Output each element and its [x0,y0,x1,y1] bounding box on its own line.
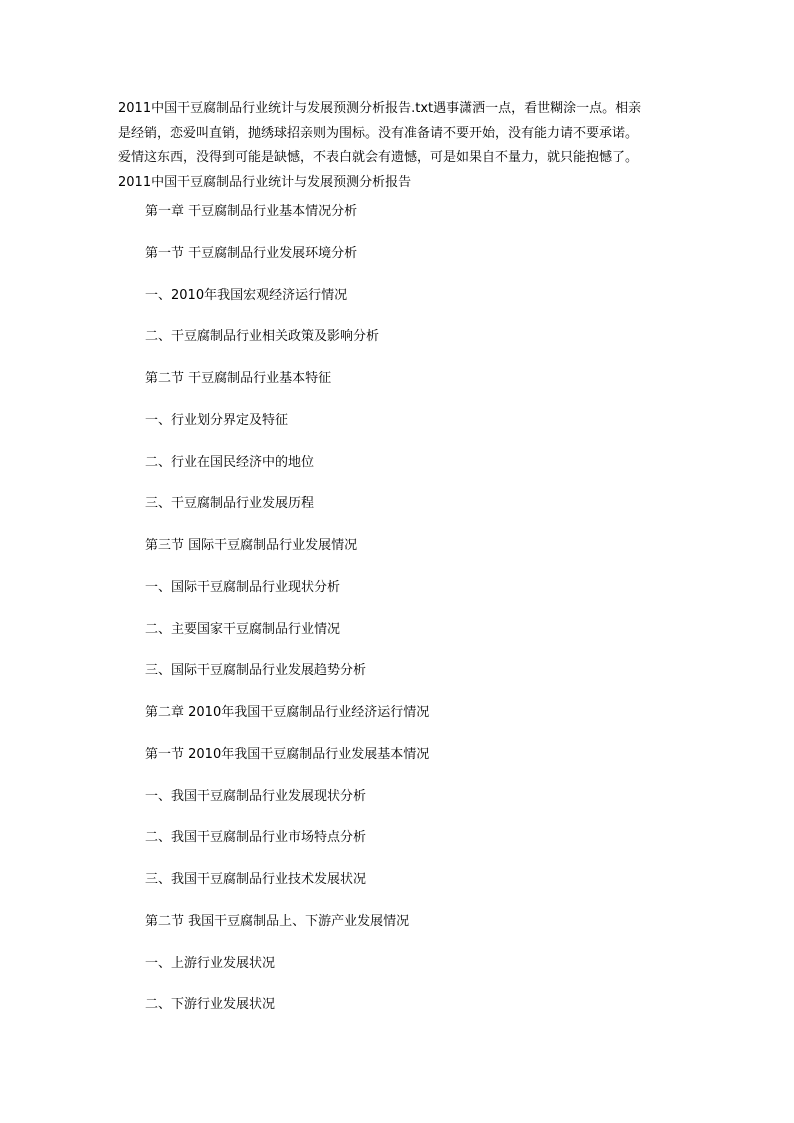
toc-item: 二、主要国家干豆腐制品行业情况 [145,621,341,637]
intro-line: 爱情这东西，没得到可能是缺憾，不表白就会有遗憾，可是如果自不量力，就只能抱憾了。 [118,150,639,165]
toc-item: 二、行业在国民经济中的地位 [145,454,315,470]
table-of-contents [145,200,429,1035]
toc-item: 三、干豆腐制品行业发展历程 [145,496,315,512]
intro-line: 2011中国干豆腐制品行业统计与发展预测分析报告.txt遇事潇洒一点，看世糊涂一点。相亲 [118,101,642,116]
intro-paragraph [118,97,678,195]
toc-section-heading: 第二节 干豆腐制品行业基本特征 [145,371,332,386]
toc-item: 三、我国干豆腐制品行业技术发展状况 [145,872,367,887]
toc-section-heading: 第一节 2010年我国干豆腐制品行业发展基本情况 [145,746,430,762]
toc-item: 二、干豆腐制品行业相关政策及影响分析 [145,329,380,345]
toc-chapter-heading: 第二章 2010年我国干豆腐制品行业经济运行情况 [145,705,430,720]
toc-item: 一、我国干豆腐制品行业发展现状分析 [145,788,367,804]
toc-section-heading: 第三节 国际干豆腐制品行业发展情况 [145,538,358,553]
toc-item: 一、上游行业发展状况 [145,955,276,971]
intro-line: 是经销，恋爱叫直销，抛绣球招亲则为围标。没有准备请不要开始，没有能力请不要承诺。 [118,125,639,141]
toc-item: 一、行业划分界定及特征 [145,412,289,428]
toc-item: 一、2010年我国宏观经济运行情况 [145,287,348,303]
intro-line: 2011中国干豆腐制品行业统计与发展预测分析报告 [118,174,412,190]
toc-item: 二、下游行业发展状况 [145,997,276,1013]
toc-item: 二、我国干豆腐制品行业市场特点分析 [145,830,367,846]
toc-section-heading: 第一节 干豆腐制品行业发展环境分析 [145,245,358,261]
toc-item: 一、国际干豆腐制品行业现状分析 [145,579,341,595]
toc-chapter-heading: 第一章 干豆腐制品行业基本情况分析 [145,204,358,219]
toc-section-heading: 第二节 我国干豆腐制品上、下游产业发展情况 [145,913,410,929]
toc-item: 三、国际干豆腐制品行业发展趋势分析 [145,663,367,679]
